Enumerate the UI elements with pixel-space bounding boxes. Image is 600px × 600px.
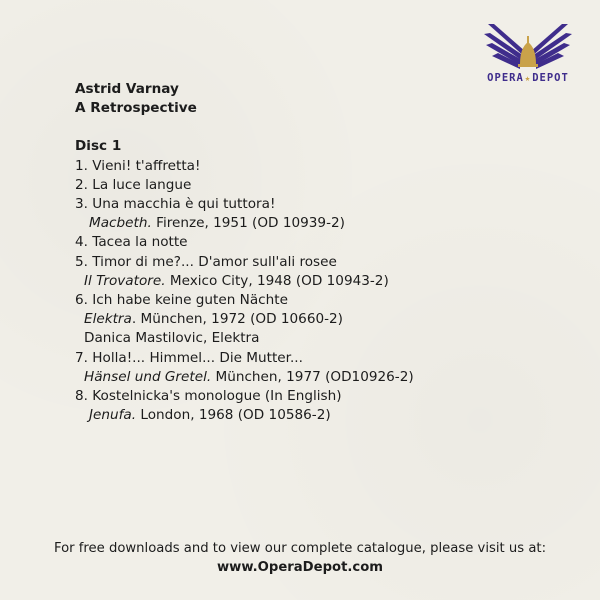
footer — [0, 539, 600, 577]
track-7: 7. Holla!... Himmel... Die Mutter... — [75, 349, 303, 366]
winged-dome-icon — [480, 18, 576, 72]
track-1: 1. Vieni! t'affretta! — [75, 157, 201, 174]
opera-title: Macbeth. — [89, 215, 152, 232]
opera-title: Jenufa. — [89, 407, 137, 424]
spacer — [75, 118, 555, 137]
track-6-source — [75, 310, 555, 329]
website-link[interactable]: www.OperaDepot.com — [216, 560, 384, 575]
track-listing — [75, 80, 555, 425]
opera-title: Elektra — [84, 311, 132, 328]
track-6: 6. Ich habe keine guten Nächte — [75, 292, 288, 309]
track-8-source — [75, 406, 555, 425]
recording-detail: München, 1977 (OD10926-2) — [211, 368, 414, 385]
track-5: 5. Timor di me?... D'amor sull'ali rosee — [75, 253, 337, 270]
track-7-source — [75, 368, 555, 387]
opera-depot-logo — [480, 18, 576, 88]
artist-name: Astrid Varnay — [75, 81, 179, 97]
recording-detail: . München, 1972 (OD 10660-2) — [131, 311, 343, 328]
star-icon: ★ — [524, 74, 532, 84]
track-3-source — [75, 214, 555, 233]
disc-label: Disc 1 — [75, 138, 122, 155]
track-3: 3. Una macchia è qui tuttora! — [75, 196, 276, 213]
track-8: 8. Kostelnicka's monologue (In English) — [75, 388, 342, 405]
recording-detail: London, 1968 (OD 10586-2) — [136, 407, 331, 424]
opera-title: Hänsel und Gretel. — [84, 368, 212, 385]
recording-detail: Firenze, 1951 (OD 10939-2) — [151, 215, 345, 232]
opera-title: Il Trovatore. — [84, 272, 166, 289]
track-5-source — [75, 272, 555, 291]
track-6-cast: Danica Mastilovic, Elektra — [84, 330, 260, 347]
footer-text: For free downloads and to view our complete catalogue, please visit us at: — [53, 541, 547, 556]
track-2: 2. La luce langue — [75, 176, 192, 193]
logo-text-depot: DEPOT — [532, 72, 569, 84]
logo-text-opera: OPERA — [487, 72, 524, 84]
album-subtitle: A Retrospective — [75, 100, 197, 117]
recording-detail: Mexico City, 1948 (OD 10943-2) — [165, 272, 389, 289]
track-4: 4. Tacea la notte — [75, 234, 188, 251]
